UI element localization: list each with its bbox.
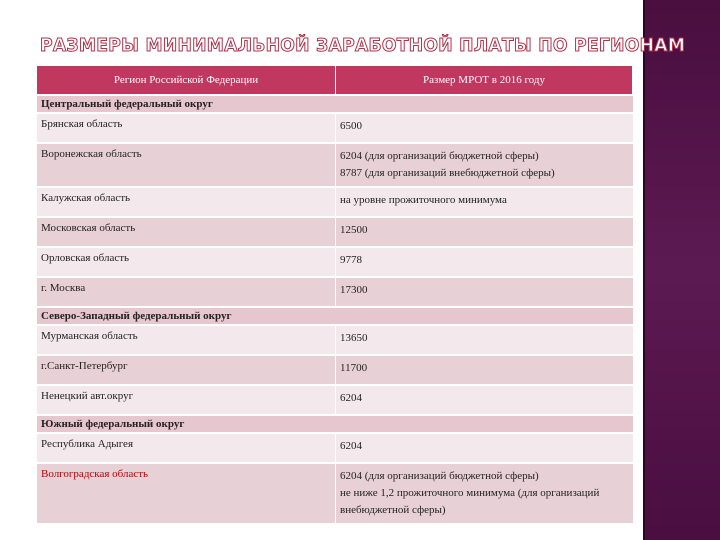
mrot-value: 6204 (для организаций бюджетной сферы)	[340, 150, 539, 162]
region-cell: Брянская область	[37, 113, 336, 143]
region-cell: Ненецкий авт.округ	[37, 385, 336, 415]
district-name: Центральный федеральный округ	[37, 95, 633, 113]
mrot-cell	[336, 355, 633, 385]
mrot-cell	[336, 247, 633, 277]
region-cell: Волгоградская область	[37, 463, 336, 524]
region-cell: Московская область	[37, 217, 336, 247]
table-row	[37, 325, 633, 355]
mrot-cell	[336, 433, 633, 463]
table-row	[37, 187, 633, 217]
mrot-value: 8787 (для организаций внебюджетной сферы)	[340, 167, 555, 179]
mrot-value: 11700	[340, 362, 368, 374]
mrot-cell	[336, 217, 633, 247]
column-header-region: Регион Российской Федерации	[37, 66, 336, 95]
district-name: Северо-Западный федеральный округ	[37, 307, 633, 325]
mrot-value: 6500	[340, 120, 362, 132]
mrot-value: не ниже 1,2 прожиточного минимума (для организаций внебюджетной сферы)	[340, 487, 600, 516]
mrot-value: 6204	[340, 392, 362, 404]
district-group-row	[37, 307, 633, 325]
region-cell: Калужская область	[37, 187, 336, 217]
district-group-row	[37, 95, 633, 113]
table-row	[37, 217, 633, 247]
district-group-row	[37, 415, 633, 433]
table-row	[37, 143, 633, 187]
table-row	[37, 433, 633, 463]
mrot-cell	[336, 277, 633, 307]
region-cell: Мурманская область	[37, 325, 336, 355]
region-cell: Воронежская область	[37, 143, 336, 187]
mrot-cell	[336, 143, 633, 187]
region-cell: г. Москва	[37, 277, 336, 307]
decorative-side-panel	[643, 0, 720, 540]
mrot-cell	[336, 113, 633, 143]
region-cell: г.Санкт-Петербург	[37, 355, 336, 385]
table-row	[37, 355, 633, 385]
mrot-table	[37, 66, 633, 525]
district-name: Южный федеральный округ	[37, 415, 633, 433]
mrot-cell	[336, 385, 633, 415]
table-row	[37, 385, 633, 415]
mrot-cell	[336, 325, 633, 355]
mrot-value: 17300	[340, 284, 368, 296]
mrot-value: 13650	[340, 332, 368, 344]
mrot-value: 6204	[340, 440, 362, 452]
region-cell: Республика Адыгея	[37, 433, 336, 463]
region-cell: Орловская область	[37, 247, 336, 277]
table-row	[37, 463, 633, 524]
table-row	[37, 277, 633, 307]
column-header-mrot: Размер МРОТ в 2016 году	[336, 66, 633, 95]
mrot-cell	[336, 187, 633, 217]
mrot-value: 9778	[340, 254, 362, 266]
mrot-value: на уровне прожиточного минимума	[340, 194, 507, 206]
mrot-value: 6204 (для организаций бюджетной сферы)	[340, 470, 539, 482]
mrot-value: 12500	[340, 224, 368, 236]
mrot-cell	[336, 463, 633, 524]
slide-title: РАЗМЕРЫ МИНИМАЛЬНОЙ ЗАРАБОТНОЙ ПЛАТЫ ПО РЕГИОНАМ	[40, 36, 686, 56]
table-row	[37, 113, 633, 143]
table-row	[37, 247, 633, 277]
